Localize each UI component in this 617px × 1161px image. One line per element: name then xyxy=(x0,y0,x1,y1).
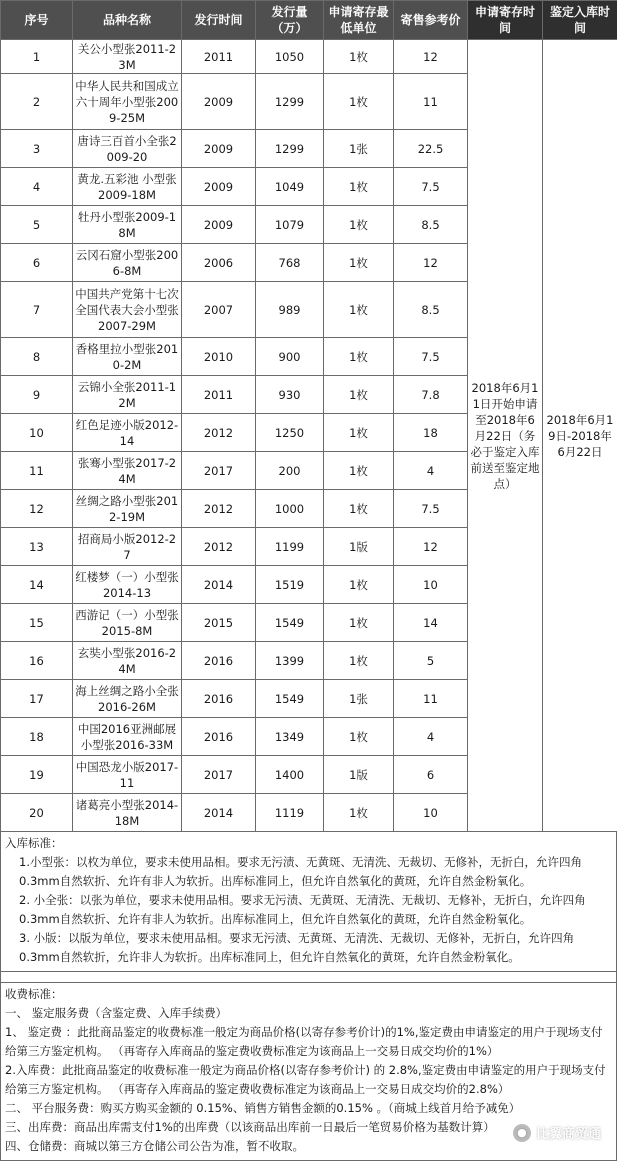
cell-no: 7 xyxy=(1,282,73,338)
cell-year: 2011 xyxy=(182,40,256,74)
cell-no: 10 xyxy=(1,414,73,452)
cell-unit: 1枚 xyxy=(324,376,394,414)
cell-price: 10 xyxy=(394,794,468,832)
cell-qty: 1050 xyxy=(256,40,324,74)
cell-name: 中华人民共和国成立六十周年小型张2009-25M xyxy=(73,74,182,130)
cell-year: 2015 xyxy=(182,604,256,642)
cell-qty: 1250 xyxy=(256,414,324,452)
table-body xyxy=(1,40,617,832)
cell-qty: 930 xyxy=(256,376,324,414)
header-unit: 申请寄存最低单位 xyxy=(324,1,394,40)
cell-year: 2016 xyxy=(182,642,256,680)
header-name: 品种名称 xyxy=(73,1,182,40)
cell-qty: 1549 xyxy=(256,604,324,642)
cell-unit: 1枚 xyxy=(324,244,394,282)
cell-year: 2014 xyxy=(182,794,256,832)
cell-unit: 1枚 xyxy=(324,452,394,490)
cell-year: 2009 xyxy=(182,168,256,206)
cell-qty: 768 xyxy=(256,244,324,282)
cell-qty: 1549 xyxy=(256,680,324,718)
cell-name: 西游记（一）小型张2015-8M xyxy=(73,604,182,642)
wechat-icon: ● xyxy=(513,1124,531,1142)
cell-qty: 900 xyxy=(256,338,324,376)
fees-title: 收费标准： xyxy=(1,985,616,1004)
cell-name: 丝绸之路小型张2012-19M xyxy=(73,490,182,528)
header-appraise-time: 鉴定入库时间 xyxy=(543,1,617,40)
cell-no: 2 xyxy=(1,74,73,130)
cell-price: 7.5 xyxy=(394,168,468,206)
cell-price: 8.5 xyxy=(394,282,468,338)
cell-name: 玄奘小型张2016-24M xyxy=(73,642,182,680)
header-no: 序号 xyxy=(1,1,73,40)
cell-unit: 1枚 xyxy=(324,414,394,452)
header-year: 发行时间 xyxy=(182,1,256,40)
cell-unit: 1枚 xyxy=(324,338,394,376)
cell-year: 2006 xyxy=(182,244,256,282)
cell-qty: 200 xyxy=(256,452,324,490)
cell-no: 20 xyxy=(1,794,73,832)
fee-item: 二、 平台服务费：购买方购买金额的 0.15%、销售方销售金额的0.15% 。（商城上线首月给予减免） xyxy=(1,1099,616,1118)
cell-name: 红色足迹小版2012-14 xyxy=(73,414,182,452)
cell-name: 唐诗三百首小全张2009-20 xyxy=(73,130,182,168)
cell-name: 中国恐龙小版2017-11 xyxy=(73,756,182,794)
cell-no: 18 xyxy=(1,718,73,756)
cell-name: 中国2016亚洲邮展小型张2016-33M xyxy=(73,718,182,756)
cell-no: 17 xyxy=(1,680,73,718)
cell-qty: 1399 xyxy=(256,642,324,680)
cell-price: 4 xyxy=(394,452,468,490)
cell-price: 22.5 xyxy=(394,130,468,168)
cell-unit: 1枚 xyxy=(324,794,394,832)
standards-title: 入库标准： xyxy=(1,834,616,853)
standard-item: 1.小型张：以枚为单位，要求未使用品相。要求无污渍、无黄斑、无清洗、无裁切、无修补，无折白，允许四角0.3mm自然软折、允许有非人为软折。出库标准同上，但允许自然氧化的黄斑，允许自然金粉氧化。 xyxy=(1,853,616,891)
cell-year: 2007 xyxy=(182,282,256,338)
cell-no: 16 xyxy=(1,642,73,680)
cell-year: 2012 xyxy=(182,490,256,528)
fee-item: 1、 鉴定费 ：此批商品鉴定的收费标准一般定为商品价格(以寄存参考价计)的1%,鉴定费由申请鉴定的用户于现场支付给第三方鉴定机构。 （再寄存入库商品的鉴定费收费标准定为该商品上一交易日成交均价的1%） xyxy=(1,1023,616,1061)
cell-year: 2009 xyxy=(182,130,256,168)
cell-year: 2017 xyxy=(182,756,256,794)
standard-item: 3. 小版：以版为单位，要求未使用品相。要求无污渍、无黄斑、无清洗、无裁切、无修补，无折白，允许四角0.3mm自然软折，允许非人为软折。出库标准同上，但允许自然氧化的黄斑，允许自然金粉氧化。 xyxy=(1,929,616,967)
cell-qty: 1079 xyxy=(256,206,324,244)
cell-no: 14 xyxy=(1,566,73,604)
header-price: 寄售参考价 xyxy=(394,1,468,40)
cell-unit: 1张 xyxy=(324,680,394,718)
cell-unit: 1枚 xyxy=(324,718,394,756)
cell-name: 关公小型张2011-23M xyxy=(73,40,182,74)
cell-price: 10 xyxy=(394,566,468,604)
header-qty: 发行量（万） xyxy=(256,1,324,40)
cell-price: 12 xyxy=(394,40,468,74)
standard-item: 2. 小全张：以张为单位，要求未使用品相。要求无污渍、无黄斑、无清洗、无裁切、无修补，无折白，允许四角0.3mm自然软折、允许有非人为软折。出库标准同上，但允许自然氧化的黄斑，允许自然金粉氧化。 xyxy=(1,891,616,929)
cell-no: 8 xyxy=(1,338,73,376)
cell-price: 6 xyxy=(394,756,468,794)
watermark-text: 比翼商贸通 xyxy=(536,1123,601,1142)
storage-standards xyxy=(0,832,617,972)
cell-qty: 1049 xyxy=(256,168,324,206)
appraise-time-cell: 2018年6月19日-2018年6月22日 xyxy=(543,40,617,832)
cell-no: 4 xyxy=(1,168,73,206)
cell-qty: 1119 xyxy=(256,794,324,832)
watermark xyxy=(513,1123,601,1142)
cell-unit: 1张 xyxy=(324,130,394,168)
cell-name: 香格里拉小型张2010-2M xyxy=(73,338,182,376)
cell-unit: 1版 xyxy=(324,528,394,566)
cell-name: 海上丝绸之路小全张2016-26M xyxy=(73,680,182,718)
cell-no: 3 xyxy=(1,130,73,168)
header-apply-time: 申请寄存时间 xyxy=(468,1,543,40)
cell-qty: 1349 xyxy=(256,718,324,756)
cell-price: 5 xyxy=(394,642,468,680)
cell-year: 2009 xyxy=(182,206,256,244)
cell-price: 4 xyxy=(394,718,468,756)
cell-no: 9 xyxy=(1,376,73,414)
cell-unit: 1枚 xyxy=(324,168,394,206)
cell-year: 2016 xyxy=(182,680,256,718)
cell-no: 5 xyxy=(1,206,73,244)
cell-no: 11 xyxy=(1,452,73,490)
cell-unit: 1枚 xyxy=(324,642,394,680)
cell-price: 7.5 xyxy=(394,490,468,528)
cell-no: 12 xyxy=(1,490,73,528)
cell-unit: 1枚 xyxy=(324,40,394,74)
cell-price: 12 xyxy=(394,244,468,282)
cell-price: 18 xyxy=(394,414,468,452)
apply-time-cell: 2018年6月11日开始申请至2018年6月22日（务必于鉴定入库前送至鉴定地点） xyxy=(468,40,543,832)
cell-qty: 989 xyxy=(256,282,324,338)
cell-price: 7.8 xyxy=(394,376,468,414)
cell-name: 云冈石窟小型张2006-8M xyxy=(73,244,182,282)
cell-unit: 1枚 xyxy=(324,566,394,604)
cell-unit: 1枚 xyxy=(324,282,394,338)
section-spacer xyxy=(0,972,617,982)
cell-qty: 1299 xyxy=(256,74,324,130)
cell-no: 1 xyxy=(1,40,73,74)
cell-unit: 1枚 xyxy=(324,206,394,244)
cell-name: 黄龙.五彩池 小型张2009-18M xyxy=(73,168,182,206)
cell-unit: 1枚 xyxy=(324,604,394,642)
cell-name: 张骞小型张2017-24M xyxy=(73,452,182,490)
cell-year: 2016 xyxy=(182,718,256,756)
cell-name: 红楼梦（一）小型张2014-13 xyxy=(73,566,182,604)
cell-year: 2012 xyxy=(182,528,256,566)
cell-unit: 1枚 xyxy=(324,74,394,130)
cell-price: 11 xyxy=(394,74,468,130)
cell-year: 2014 xyxy=(182,566,256,604)
fee-item: 三、出库费：商品出库需支付1%的出库费（以该商品出库前一日最后一笔贸易价格为基数计算） xyxy=(1,1118,616,1137)
cell-year: 2011 xyxy=(182,376,256,414)
cell-qty: 1519 xyxy=(256,566,324,604)
cell-year: 2012 xyxy=(182,414,256,452)
cell-price: 14 xyxy=(394,604,468,642)
cell-price: 8.5 xyxy=(394,206,468,244)
cell-year: 2009 xyxy=(182,74,256,130)
fee-item: 2.入库费：此批商品鉴定的收费标准一般定为商品价格(以寄存参考价计) 的 2.8%,鉴定费由申请鉴定的用户于现场支付给第三方鉴定机构。 （再寄存入库商品的鉴定费收费标准定为该商品上一交易日成交均价的2.8%） xyxy=(1,1061,616,1099)
cell-price: 11 xyxy=(394,680,468,718)
cell-no: 19 xyxy=(1,756,73,794)
cell-no: 6 xyxy=(1,244,73,282)
cell-name: 云锦小全张2011-12M xyxy=(73,376,182,414)
table-header-row xyxy=(1,1,617,40)
cell-no: 15 xyxy=(1,604,73,642)
cell-price: 12 xyxy=(394,528,468,566)
cell-name: 牡丹小型张2009-18M xyxy=(73,206,182,244)
fee-item: 一、 鉴定服务费（含鉴定费、入库手续费） xyxy=(1,1004,616,1023)
cell-unit: 1版 xyxy=(324,756,394,794)
cell-year: 2017 xyxy=(182,452,256,490)
cell-qty: 1199 xyxy=(256,528,324,566)
cell-no: 13 xyxy=(1,528,73,566)
cell-name: 中国共产党第十七次全国代表大会小型张2007-29M xyxy=(73,282,182,338)
cell-qty: 1299 xyxy=(256,130,324,168)
cell-name: 诸葛亮小型张2014-18M xyxy=(73,794,182,832)
cell-price: 7.5 xyxy=(394,338,468,376)
cell-name: 招商局小版2012-27 xyxy=(73,528,182,566)
cell-year: 2010 xyxy=(182,338,256,376)
table-row xyxy=(1,40,617,74)
fee-item: 四、仓储费：商城以第三方仓储公司公告为准，暂不收取。 xyxy=(1,1137,616,1156)
cell-qty: 1400 xyxy=(256,756,324,794)
cell-unit: 1枚 xyxy=(324,490,394,528)
cell-qty: 1000 xyxy=(256,490,324,528)
